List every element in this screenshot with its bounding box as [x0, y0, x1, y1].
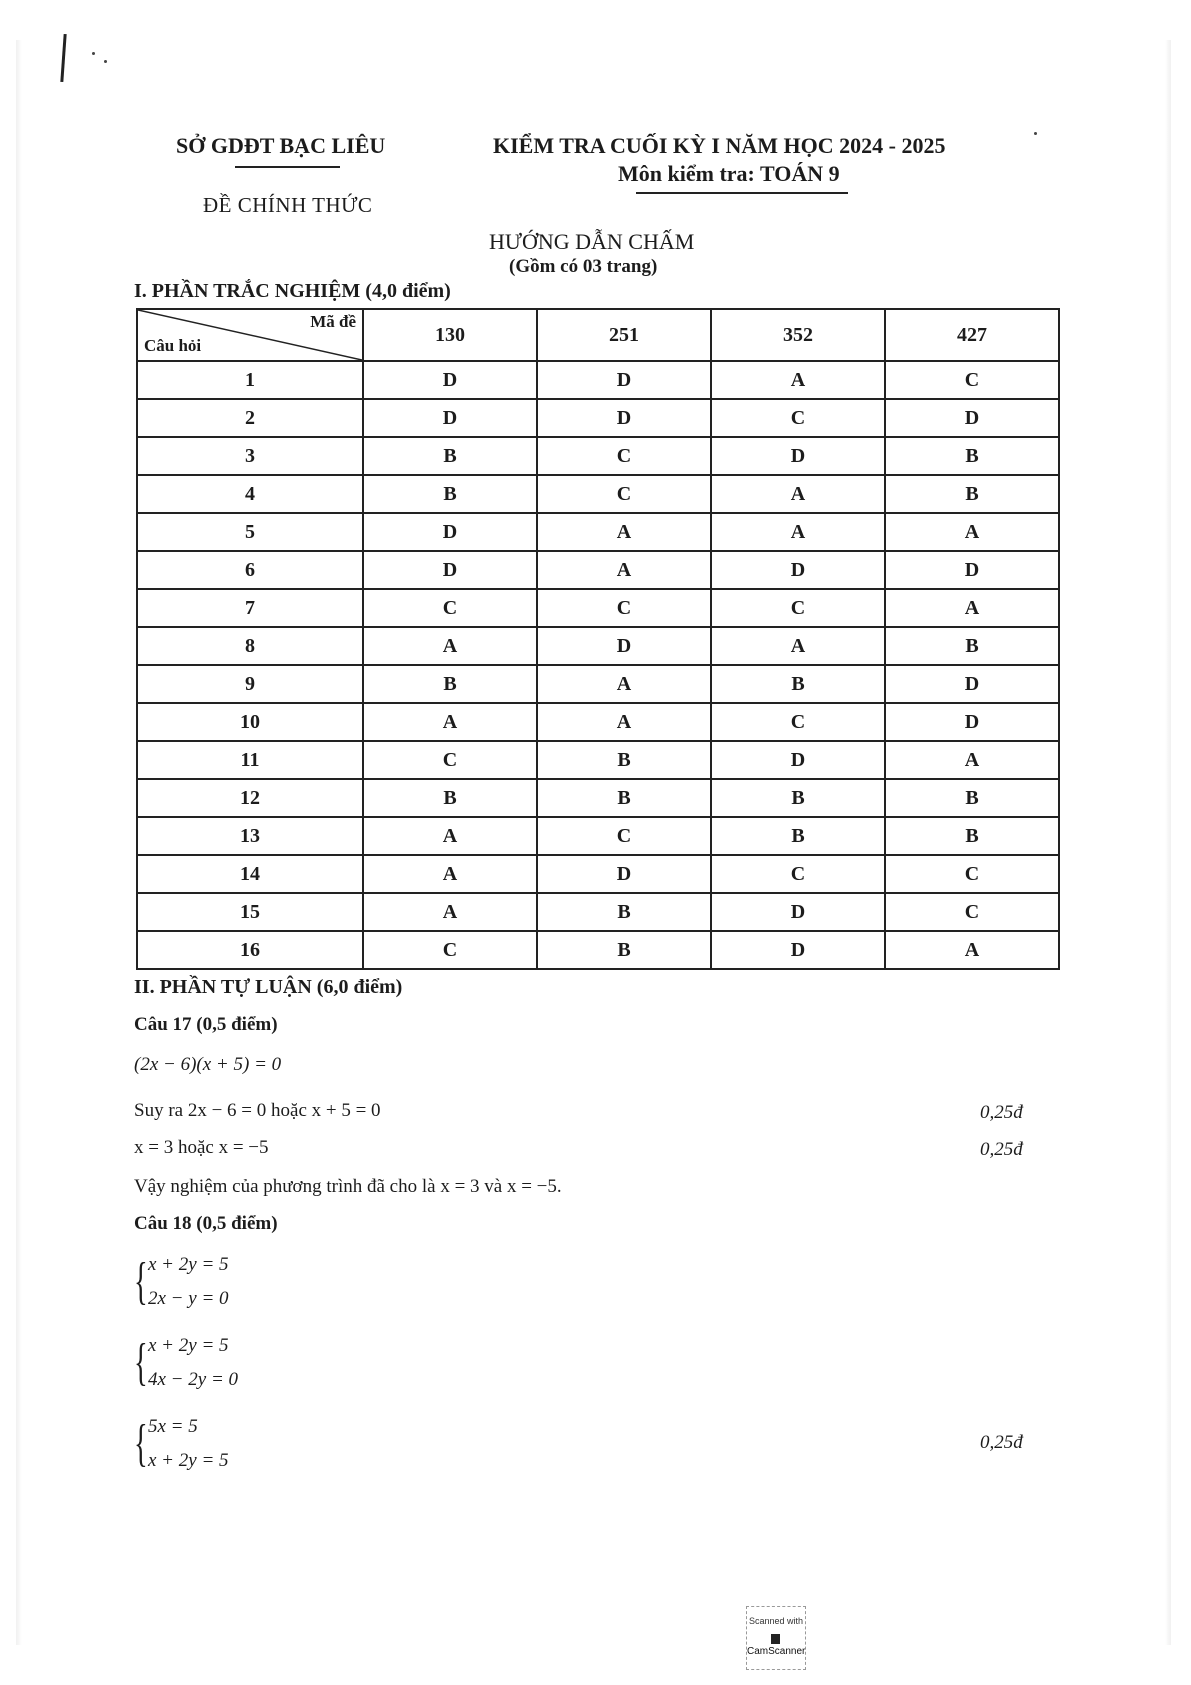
answer-cell: D [537, 399, 711, 437]
brace-icon: { [134, 1334, 148, 1391]
answer-cell: B [537, 893, 711, 931]
answer-cell: B [537, 779, 711, 817]
question-number: 5 [137, 513, 363, 551]
answer-cell: C [711, 589, 885, 627]
exam-code-header: 352 [711, 309, 885, 361]
subject-underline [636, 192, 848, 194]
corner-label-exam-code: Mã đề [310, 312, 356, 331]
answer-cell: A [363, 855, 537, 893]
answer-cell: C [711, 855, 885, 893]
answer-cell: C [537, 817, 711, 855]
q17-step2-score: 0,25đ [980, 1139, 1023, 1160]
answer-cell: D [363, 513, 537, 551]
question-number: 12 [137, 779, 363, 817]
corner-label-question: Câu hỏi [144, 336, 202, 355]
watermark-line2 [747, 1634, 805, 1657]
answer-cell: A [711, 513, 885, 551]
table-row [137, 817, 1059, 855]
q18-title: Câu 18 (0,5 điểm) [134, 1213, 278, 1234]
question-number: 3 [137, 437, 363, 475]
q17-step2: x = 3 hoặc x = −5 [134, 1137, 269, 1158]
exam-title: KIỂM TRA CUỐI KỲ I NĂM HỌC 2024 - 2025 [493, 133, 946, 158]
system-equation: x + 2y = 5 [148, 1335, 229, 1356]
answer-cell: D [537, 855, 711, 893]
scan-artifact-dot [92, 52, 95, 55]
answer-cell: B [885, 817, 1059, 855]
table-corner-cell [137, 309, 363, 361]
answer-cell: C [711, 703, 885, 741]
table-row [137, 703, 1059, 741]
pages-note: (Gồm có 03 trang) [509, 256, 658, 277]
system-equation: x + 2y = 5 [148, 1450, 229, 1471]
answer-cell: C [711, 399, 885, 437]
answer-cell: B [363, 437, 537, 475]
table-row [137, 361, 1059, 399]
answer-cell: A [885, 741, 1059, 779]
brace-icon: { [134, 1253, 148, 1310]
answer-cell: C [885, 893, 1059, 931]
q18-system3-score: 0,25đ [980, 1432, 1023, 1453]
answer-cell: D [885, 399, 1059, 437]
answer-cell: C [363, 741, 537, 779]
system-equation: 5x = 5 [148, 1416, 198, 1437]
answer-cell: A [885, 513, 1059, 551]
q17-conclusion: Vậy nghiệm của phương trình đã cho là x = 3 và x = −5. [134, 1176, 562, 1197]
answer-cell: C [885, 361, 1059, 399]
scan-edge-shadow [1165, 40, 1171, 1645]
table-header-row [137, 309, 1059, 361]
exam-code-header: 130 [363, 309, 537, 361]
answer-cell: A [537, 703, 711, 741]
system-equation: 2x − y = 0 [148, 1288, 229, 1309]
table-row [137, 399, 1059, 437]
watermark-brand: CamScanner [747, 1646, 806, 1657]
answer-cell: C [885, 855, 1059, 893]
table-row [137, 627, 1059, 665]
q17-title: Câu 17 (0,5 điểm) [134, 1014, 278, 1035]
answer-cell: A [711, 627, 885, 665]
answer-cell: D [711, 551, 885, 589]
table-row [137, 437, 1059, 475]
exam-code-header: 427 [885, 309, 1059, 361]
answer-cell: A [363, 817, 537, 855]
scan-artifact-mark [60, 34, 66, 82]
answer-cell: B [711, 779, 885, 817]
question-number: 13 [137, 817, 363, 855]
answer-cell: B [711, 665, 885, 703]
scanner-watermark [746, 1606, 806, 1670]
answer-cell: D [363, 551, 537, 589]
part2-title: II. PHẦN TỰ LUẬN (6,0 điểm) [134, 976, 403, 998]
question-number: 7 [137, 589, 363, 627]
scan-artifact-dot [1034, 132, 1037, 135]
question-number: 1 [137, 361, 363, 399]
table-row [137, 589, 1059, 627]
table-row [137, 741, 1059, 779]
answer-cell: C [363, 589, 537, 627]
answer-cell: A [537, 551, 711, 589]
scan-artifact-dot [104, 60, 107, 63]
answer-cell: B [363, 779, 537, 817]
question-number: 16 [137, 931, 363, 969]
answer-cell: A [363, 893, 537, 931]
brace-icon: { [134, 1415, 148, 1472]
department-underline [235, 166, 340, 168]
q17-step1: Suy ra 2x − 6 = 0 hoặc x + 5 = 0 [134, 1100, 381, 1121]
table-row [137, 893, 1059, 931]
answer-cell: D [711, 741, 885, 779]
system-equation: x + 2y = 5 [148, 1254, 229, 1275]
answer-cell: A [885, 589, 1059, 627]
part1-title: I. PHẦN TRẮC NGHIỆM (4,0 điểm) [134, 280, 451, 302]
table-row [137, 551, 1059, 589]
answer-cell: B [885, 779, 1059, 817]
answer-cell: B [885, 627, 1059, 665]
answer-cell: C [537, 437, 711, 475]
question-number: 8 [137, 627, 363, 665]
table-row [137, 665, 1059, 703]
question-number: 4 [137, 475, 363, 513]
scan-edge-shadow [16, 40, 22, 1645]
answer-cell: D [363, 361, 537, 399]
question-number: 11 [137, 741, 363, 779]
table-row [137, 855, 1059, 893]
answer-cell: A [363, 627, 537, 665]
answer-cell: B [885, 475, 1059, 513]
exam-code-header: 251 [537, 309, 711, 361]
camscanner-logo-icon [771, 1634, 780, 1644]
table-row [137, 779, 1059, 817]
answer-cell: D [885, 665, 1059, 703]
q17-equation: (2x − 6)(x + 5) = 0 [134, 1054, 282, 1075]
answer-key-table [136, 308, 1060, 970]
watermark-line1: Scanned with [748, 1616, 804, 1626]
answer-cell: B [363, 475, 537, 513]
answer-cell: A [711, 361, 885, 399]
question-number: 10 [137, 703, 363, 741]
table-row [137, 513, 1059, 551]
table-row [137, 931, 1059, 969]
answer-cell: A [537, 665, 711, 703]
answer-cell: B [885, 437, 1059, 475]
answer-cell: B [711, 817, 885, 855]
answer-cell: C [363, 931, 537, 969]
guide-title: HƯỚNG DẪN CHẤM [489, 229, 695, 254]
exam-subject: Môn kiểm tra: TOÁN 9 [618, 161, 840, 186]
question-number: 2 [137, 399, 363, 437]
question-number: 15 [137, 893, 363, 931]
answer-cell: A [711, 475, 885, 513]
official-label: ĐỀ CHÍNH THỨC [203, 193, 373, 217]
answer-cell: B [363, 665, 537, 703]
answer-cell: B [537, 741, 711, 779]
system-equation: 4x − 2y = 0 [148, 1369, 239, 1390]
answer-cell: D [711, 437, 885, 475]
question-number: 14 [137, 855, 363, 893]
question-number: 9 [137, 665, 363, 703]
answer-cell: C [537, 475, 711, 513]
q17-step1-score: 0,25đ [980, 1102, 1023, 1123]
department-name: SỞ GDĐT BẠC LIÊU [176, 133, 386, 158]
answer-cell: A [885, 931, 1059, 969]
answer-cell: B [537, 931, 711, 969]
answer-cell: C [537, 589, 711, 627]
answer-cell: D [711, 893, 885, 931]
answer-cell: A [363, 703, 537, 741]
table-row [137, 475, 1059, 513]
question-number: 6 [137, 551, 363, 589]
answer-cell: D [885, 703, 1059, 741]
answer-cell: D [537, 627, 711, 665]
answer-cell: A [537, 513, 711, 551]
answer-cell: D [711, 931, 885, 969]
answer-cell: D [363, 399, 537, 437]
answer-cell: D [885, 551, 1059, 589]
answer-cell: D [537, 361, 711, 399]
